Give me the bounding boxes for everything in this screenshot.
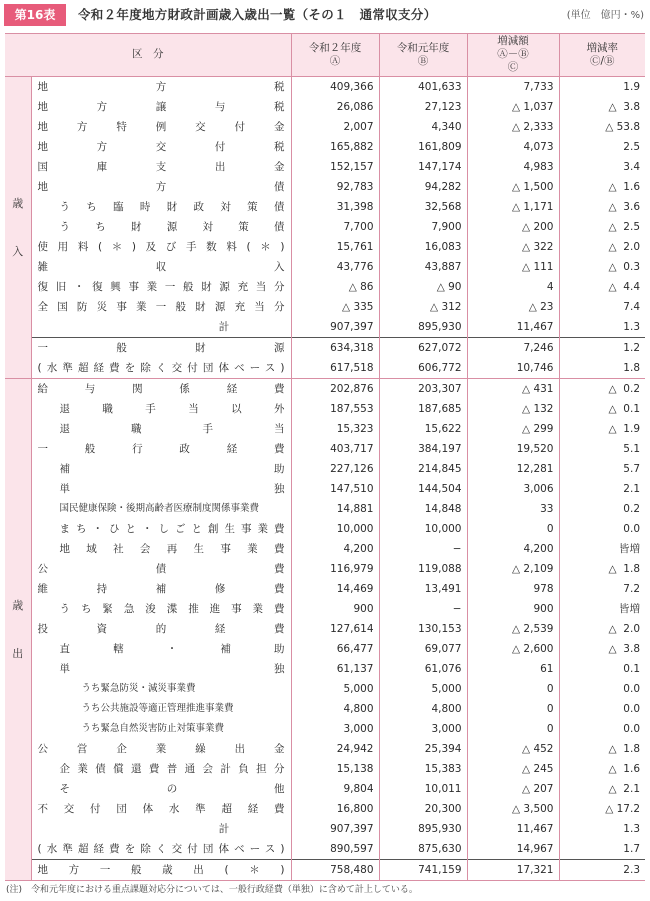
row-label-text: 地方交付税 xyxy=(37,141,285,153)
table-row xyxy=(5,217,645,237)
cell-d: △ 1.8 xyxy=(608,563,640,575)
cell-d: △ 2.0 xyxy=(608,623,640,635)
cell-b: 43,887 xyxy=(379,257,467,277)
header-diff: 増減額 Ⓐ－Ⓑ Ⓒ xyxy=(467,33,559,77)
cell-c: △ 23 xyxy=(467,297,559,317)
cell-a: 227,126 xyxy=(291,459,379,479)
table-row xyxy=(5,97,645,117)
cell-c: 3,006 xyxy=(467,479,559,499)
cell-a: 403,717 xyxy=(291,439,379,459)
cell-a: 16,800 xyxy=(291,799,379,819)
row-label xyxy=(31,599,291,619)
cell-d: 0.1 xyxy=(623,663,640,675)
row-label xyxy=(31,499,291,519)
row-label-text: その他 xyxy=(59,783,285,795)
header-r2: 令和２年度 Ⓐ xyxy=(291,33,379,77)
cell-c: △ 207 xyxy=(467,779,559,799)
cell-b: 5,000 xyxy=(379,679,467,699)
table-row xyxy=(5,459,645,479)
row-label xyxy=(31,539,291,559)
cell-d: 7.2 xyxy=(623,583,640,595)
cell-a: 61,137 xyxy=(291,659,379,679)
row-label-text: 使用料(＊)及び手数料(＊) xyxy=(37,241,285,253)
row-label xyxy=(31,639,291,659)
row-label xyxy=(31,217,291,237)
row-label-text: 退職手当以外 xyxy=(59,403,285,415)
header-rate: 増減率 Ⓒ/Ⓑ xyxy=(559,33,645,77)
budget-table xyxy=(5,33,645,881)
cell-d: △ 2.0 xyxy=(608,241,640,253)
cell-a: 127,614 xyxy=(291,619,379,639)
header-r1: 令和元年度 Ⓑ xyxy=(379,33,467,77)
cell-c: 4,983 xyxy=(467,157,559,177)
table-row xyxy=(5,519,645,539)
cell-b: 25,394 xyxy=(379,739,467,759)
cell-c: 17,321 xyxy=(467,860,559,881)
table-row xyxy=(5,759,645,779)
cell-b: 3,000 xyxy=(379,719,467,739)
expenditure-section xyxy=(5,379,645,881)
row-label-text: 公債費 xyxy=(37,563,285,575)
row-label-text: うち臨時財政対策債 xyxy=(59,201,285,213)
row-label xyxy=(31,277,291,297)
cell-c: 7,246 xyxy=(467,338,559,359)
table-row xyxy=(5,137,645,157)
cell-c: 12,281 xyxy=(467,459,559,479)
row-label xyxy=(31,479,291,499)
cell-d: △ 1.8 xyxy=(608,743,640,755)
cell-d: 1.9 xyxy=(623,81,640,93)
cell-b: 10,000 xyxy=(379,519,467,539)
header-category: 区 分 xyxy=(5,33,291,77)
cell-b: 895,930 xyxy=(379,819,467,839)
cell-c: △ 111 xyxy=(467,257,559,277)
row-label xyxy=(31,358,291,379)
table-row xyxy=(5,679,645,699)
cell-a: 907,397 xyxy=(291,317,379,338)
cell-b: 203,307 xyxy=(379,379,467,400)
row-label xyxy=(31,559,291,579)
cell-b: 119,088 xyxy=(379,559,467,579)
cell-a: 43,776 xyxy=(291,257,379,277)
row-label-text: 雑収入 xyxy=(37,261,285,273)
row-label xyxy=(31,297,291,317)
cell-a: 116,979 xyxy=(291,559,379,579)
cell-b: 130,153 xyxy=(379,619,467,639)
revenue-section-label: 歳 入 xyxy=(5,77,31,379)
cell-b: 16,083 xyxy=(379,237,467,257)
table-row xyxy=(5,317,645,338)
row-label-text: 退職手当 xyxy=(59,423,285,435)
cell-d: △ 53.8 xyxy=(605,121,640,133)
cell-b: 401,633 xyxy=(379,77,467,98)
table-row xyxy=(5,739,645,759)
cell-a: 26,086 xyxy=(291,97,379,117)
cell-a: 66,477 xyxy=(291,639,379,659)
cell-c: △ 1,037 xyxy=(467,97,559,117)
cell-d: △ 17.2 xyxy=(605,803,640,815)
cell-a: 7,700 xyxy=(291,217,379,237)
cell-c: △ 1,171 xyxy=(467,197,559,217)
footnote: (注) 令和元年度における重点課題対応分については、一般行政経費（単独）に含めて計上している。 xyxy=(6,885,418,895)
cell-d: 5.7 xyxy=(623,463,640,475)
cell-a: 758,480 xyxy=(291,860,379,881)
row-label-text: 地方譲与税 xyxy=(37,101,285,113)
row-label-text: 給与関係経費 xyxy=(37,383,285,395)
cell-c: △ 3,500 xyxy=(467,799,559,819)
cell-d: △ 3.6 xyxy=(608,201,640,213)
cell-c: 0 xyxy=(467,519,559,539)
row-label xyxy=(31,338,291,359)
row-label-text: 地方債 xyxy=(37,181,285,193)
cell-a: 147,510 xyxy=(291,479,379,499)
row-label-text: うち緊急浚渫推進事業費 xyxy=(59,603,285,615)
table-row xyxy=(5,579,645,599)
row-label-text: まち・ひと・しごと創生事業費 xyxy=(59,523,285,535)
cell-d: △ 0.1 xyxy=(608,403,640,415)
table-row xyxy=(5,257,645,277)
cell-b: 147,174 xyxy=(379,157,467,177)
row-label-text: 直轄・補助 xyxy=(59,643,285,655)
cell-c: 11,467 xyxy=(467,819,559,839)
row-label xyxy=(31,197,291,217)
table-row xyxy=(5,77,645,98)
cell-b: △ 312 xyxy=(379,297,467,317)
cell-c: 10,746 xyxy=(467,358,559,379)
row-label xyxy=(31,719,291,739)
cell-d: 皆増 xyxy=(619,603,640,615)
cell-b: 10,011 xyxy=(379,779,467,799)
unit-label: (単位 億円・%) xyxy=(566,10,644,21)
row-label-text: 投資的経費 xyxy=(37,623,285,635)
row-label xyxy=(31,799,291,819)
row-label xyxy=(31,459,291,479)
cell-a: 3,000 xyxy=(291,719,379,739)
row-label-text: 単独 xyxy=(59,663,285,675)
row-label-text: 単独 xyxy=(59,483,285,495)
cell-a: 900 xyxy=(291,599,379,619)
cell-a: 31,398 xyxy=(291,197,379,217)
row-label-text: 不交付団体水準超経費 xyxy=(37,803,285,815)
cell-c: 7,733 xyxy=(467,77,559,98)
cell-b: 61,076 xyxy=(379,659,467,679)
cell-c: △ 2,109 xyxy=(467,559,559,579)
row-label-text: 計 xyxy=(218,321,230,333)
cell-a: 4,800 xyxy=(291,699,379,719)
row-label-text: うち公共施設等適正管理推進事業費 xyxy=(81,703,234,714)
cell-d: △ 4.4 xyxy=(608,281,640,293)
cell-c: 978 xyxy=(467,579,559,599)
row-label-text: 補助 xyxy=(59,463,285,475)
cell-d: △ 2.5 xyxy=(608,221,640,233)
row-label xyxy=(31,177,291,197)
cell-b: 144,504 xyxy=(379,479,467,499)
row-label-text: うち緊急自然災害防止対策事業費 xyxy=(81,723,225,734)
row-label-text: 復旧・復興事業一般財源充当分 xyxy=(37,281,285,293)
revenue-section xyxy=(5,77,645,379)
cell-d: 2.1 xyxy=(623,483,640,495)
cell-c: △ 452 xyxy=(467,739,559,759)
cell-d: △ 2.1 xyxy=(608,783,640,795)
cell-d: △ 1.6 xyxy=(608,181,640,193)
table-row xyxy=(5,157,645,177)
cell-d: 1.8 xyxy=(559,358,645,379)
cell-b: 14,848 xyxy=(379,499,467,519)
table-row xyxy=(5,419,645,439)
table-row xyxy=(5,559,645,579)
cell-b: 13,491 xyxy=(379,579,467,599)
table-row xyxy=(5,639,645,659)
cell-d: △ 3.8 xyxy=(608,643,640,655)
cell-b: 15,622 xyxy=(379,419,467,439)
row-label-text: うち緊急防災・減災事業費 xyxy=(81,683,196,694)
cell-b: 32,568 xyxy=(379,197,467,217)
cell-d: △ 0.2 xyxy=(608,383,640,395)
cell-b: − xyxy=(379,599,467,619)
row-label xyxy=(31,117,291,137)
cell-c: 0 xyxy=(467,679,559,699)
cell-d: 0.2 xyxy=(623,503,640,515)
row-label xyxy=(31,419,291,439)
cell-c: 33 xyxy=(467,499,559,519)
cell-c: 0 xyxy=(467,719,559,739)
table-row xyxy=(5,779,645,799)
table-row xyxy=(5,197,645,217)
cell-c: 4,073 xyxy=(467,137,559,157)
cell-b: 69,077 xyxy=(379,639,467,659)
row-label-text: 国民健康保険・後期高齢者医療制度関係事業費 xyxy=(59,503,260,514)
row-label xyxy=(31,659,291,679)
cell-d: 1.7 xyxy=(623,843,640,855)
cell-d: 2.3 xyxy=(559,860,645,881)
cell-c: △ 132 xyxy=(467,399,559,419)
row-label xyxy=(31,579,291,599)
cell-d: 1.3 xyxy=(623,321,640,333)
cell-b: 94,282 xyxy=(379,177,467,197)
cell-a: 15,138 xyxy=(291,759,379,779)
cell-a: 24,942 xyxy=(291,739,379,759)
cell-b: 214,845 xyxy=(379,459,467,479)
row-label-text: 国庫支出金 xyxy=(37,161,285,173)
cell-b: 606,772 xyxy=(379,358,467,379)
table-row xyxy=(5,799,645,819)
row-label xyxy=(31,317,291,338)
cell-b: 4,800 xyxy=(379,699,467,719)
cell-a: 409,366 xyxy=(291,77,379,98)
cell-a: △ 335 xyxy=(291,297,379,317)
cell-b: △ 90 xyxy=(379,277,467,297)
row-label-text: 地方特例交付金 xyxy=(37,121,285,133)
row-label xyxy=(31,839,291,860)
cell-d: 2.5 xyxy=(623,141,640,153)
table-row xyxy=(5,839,645,860)
row-label xyxy=(31,97,291,117)
row-label-text: 維持補修費 xyxy=(37,583,285,595)
cell-d: △ 3.8 xyxy=(608,101,640,113)
cell-a: 10,000 xyxy=(291,519,379,539)
row-label-text: 全国防災事業一般財源充当分 xyxy=(37,301,285,313)
cell-d: △ 0.3 xyxy=(608,261,640,273)
cell-a: 9,804 xyxy=(291,779,379,799)
table-row xyxy=(5,177,645,197)
row-label-text: (水準超経費を除く交付団体ベース) xyxy=(37,362,285,374)
cell-c: △ 2,333 xyxy=(467,117,559,137)
table-row xyxy=(5,439,645,459)
row-label xyxy=(31,237,291,257)
table-row xyxy=(5,719,645,739)
cell-b: 187,685 xyxy=(379,399,467,419)
cell-b: 15,383 xyxy=(379,759,467,779)
table-number-badge: 第16表 xyxy=(4,4,66,26)
cell-b: − xyxy=(379,539,467,559)
row-label xyxy=(31,860,291,881)
table-row xyxy=(5,699,645,719)
cell-a: 4,200 xyxy=(291,539,379,559)
cell-c: 19,520 xyxy=(467,439,559,459)
cell-a: 15,323 xyxy=(291,419,379,439)
cell-b: 4,340 xyxy=(379,117,467,137)
row-label xyxy=(31,519,291,539)
row-label xyxy=(31,439,291,459)
table-row xyxy=(5,599,645,619)
table-row xyxy=(5,237,645,257)
row-label-text: 一般財源 xyxy=(37,342,285,354)
page-header xyxy=(0,0,650,30)
row-label xyxy=(31,679,291,699)
cell-d: 3.4 xyxy=(623,161,640,173)
cell-c: △ 200 xyxy=(467,217,559,237)
table-row xyxy=(5,860,645,881)
cell-c: 4,200 xyxy=(467,539,559,559)
cell-c: △ 322 xyxy=(467,237,559,257)
cell-a: 634,318 xyxy=(291,338,379,359)
cell-a: 152,157 xyxy=(291,157,379,177)
row-label xyxy=(31,157,291,177)
table-row xyxy=(5,399,645,419)
cell-a: 165,882 xyxy=(291,137,379,157)
row-label-text: 計 xyxy=(218,823,230,835)
table-row xyxy=(5,338,645,359)
table-row xyxy=(5,277,645,297)
table-row xyxy=(5,479,645,499)
cell-c: 0 xyxy=(467,699,559,719)
row-label-text: (水準超経費を除く交付団体ベース) xyxy=(37,843,285,855)
cell-b: 27,123 xyxy=(379,97,467,117)
cell-a: 2,007 xyxy=(291,117,379,137)
cell-d: 1.3 xyxy=(623,823,640,835)
cell-d: 0.0 xyxy=(623,523,640,535)
cell-b: 384,197 xyxy=(379,439,467,459)
cell-a: 14,469 xyxy=(291,579,379,599)
cell-c: △ 2,539 xyxy=(467,619,559,639)
row-label xyxy=(31,699,291,719)
table-row xyxy=(5,358,645,379)
cell-c: 4 xyxy=(467,277,559,297)
cell-c: △ 431 xyxy=(467,379,559,400)
row-label-text: 地域社会再生事業費 xyxy=(59,543,285,555)
row-label-text: 一般行政経費 xyxy=(37,443,285,455)
cell-c: △ 245 xyxy=(467,759,559,779)
cell-b: 7,900 xyxy=(379,217,467,237)
row-label xyxy=(31,739,291,759)
cell-a: 907,397 xyxy=(291,819,379,839)
expenditure-section-label: 歳 出 xyxy=(5,379,31,881)
cell-a: 92,783 xyxy=(291,177,379,197)
cell-b: 875,630 xyxy=(379,839,467,860)
cell-d: 0.0 xyxy=(623,683,640,695)
table-row xyxy=(5,379,645,400)
cell-d: △ 1.6 xyxy=(608,763,640,775)
cell-b: 161,809 xyxy=(379,137,467,157)
table-row xyxy=(5,619,645,639)
row-label-text: 地方税 xyxy=(37,81,285,93)
cell-c: 11,467 xyxy=(467,317,559,338)
table-row xyxy=(5,659,645,679)
row-label xyxy=(31,137,291,157)
cell-a: 14,881 xyxy=(291,499,379,519)
cell-c: △ 299 xyxy=(467,419,559,439)
row-label xyxy=(31,399,291,419)
cell-a: 890,597 xyxy=(291,839,379,860)
cell-c: 900 xyxy=(467,599,559,619)
row-label xyxy=(31,379,291,400)
table-row xyxy=(5,499,645,519)
cell-a: 187,553 xyxy=(291,399,379,419)
cell-c: 61 xyxy=(467,659,559,679)
cell-a: 5,000 xyxy=(291,679,379,699)
cell-d: 1.2 xyxy=(559,338,645,359)
cell-c: 14,967 xyxy=(467,839,559,860)
row-label xyxy=(31,779,291,799)
row-label xyxy=(31,619,291,639)
table-row xyxy=(5,117,645,137)
table-row xyxy=(5,297,645,317)
row-label-text: 地方一般歳出(＊) xyxy=(37,864,285,876)
row-label-text: 企業債償還費普通会計負担分 xyxy=(59,763,285,775)
cell-a: △ 86 xyxy=(291,277,379,297)
cell-c: △ 2,600 xyxy=(467,639,559,659)
table-row xyxy=(5,539,645,559)
cell-a: 617,518 xyxy=(291,358,379,379)
row-label xyxy=(31,257,291,277)
row-label xyxy=(31,77,291,98)
table-row xyxy=(5,819,645,839)
cell-a: 15,761 xyxy=(291,237,379,257)
row-label xyxy=(31,759,291,779)
cell-c: △ 1,500 xyxy=(467,177,559,197)
cell-b: 895,930 xyxy=(379,317,467,338)
cell-d: △ 1.9 xyxy=(608,423,640,435)
row-label-text: うち財源対策債 xyxy=(59,221,285,233)
cell-d: 皆増 xyxy=(619,543,640,555)
cell-d: 0.0 xyxy=(623,703,640,715)
cell-b: 627,072 xyxy=(379,338,467,359)
cell-b: 741,159 xyxy=(379,860,467,881)
cell-d: 7.4 xyxy=(623,301,640,313)
page-title: 令和２年度地方財政計画歳入歳出一覧（その１ 通常収支分） xyxy=(78,7,437,22)
cell-d: 5.1 xyxy=(623,443,640,455)
cell-b: 20,300 xyxy=(379,799,467,819)
cell-d: 0.0 xyxy=(623,723,640,735)
cell-a: 202,876 xyxy=(291,379,379,400)
row-label xyxy=(31,819,291,839)
row-label-text: 公営企業繰出金 xyxy=(37,743,285,755)
